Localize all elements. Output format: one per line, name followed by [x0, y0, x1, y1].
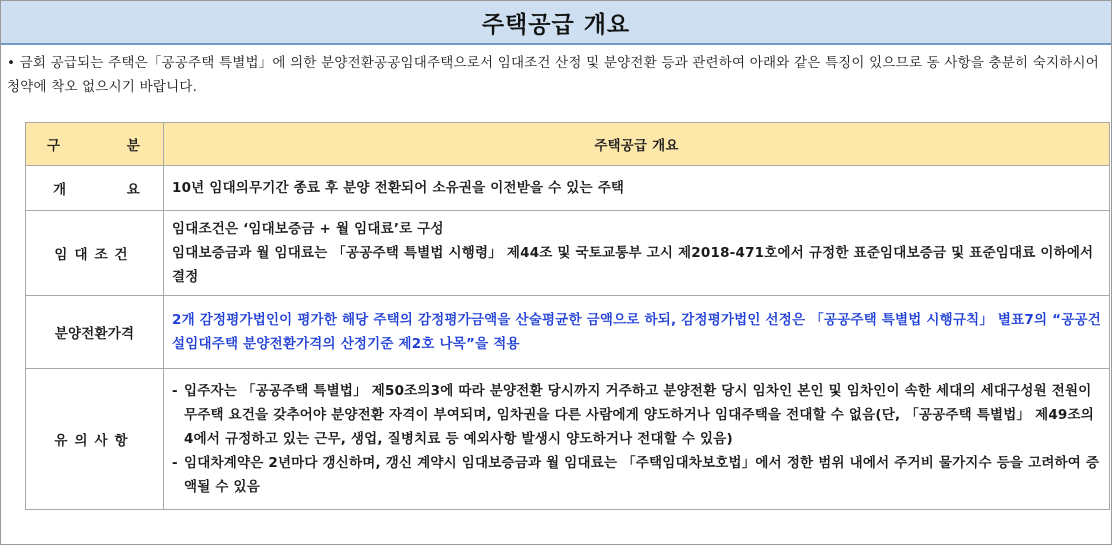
notes-label: 유의사항 — [54, 433, 135, 449]
note-item — [172, 379, 1101, 451]
intro-paragraph: • 금회 공급되는 주택은「공공주택 특별법」에 의한 분양전환공공임대주택으로서 임대조건 산정 및 분양전환 등과 관련하여 아래와 같은 특징이 있으므로 동 사항을 충분히 숙지하시어 청약에 착오 없으시기 바랍니다. — [7, 55, 1099, 95]
notes-content — [164, 369, 1110, 510]
overview-label-right: 요 — [126, 182, 140, 198]
dash-marker: - — [172, 383, 178, 399]
note-text-2: 임대차계약은 2년마다 갱신하며, 갱신 계약시 임대보증금과 월 임대료는 「주택임대차보호법」에서 정한 범위 내에서 주거비 물가지수 등을 고려하여 증액될 수 있음 — [184, 455, 1100, 495]
row-label-price: 분양전환가격 — [26, 296, 164, 369]
note-item — [172, 451, 1101, 499]
row-label-overview — [26, 166, 164, 211]
overview-content: 10년 임대의무기간 종료 후 분양 전환되어 소유권을 이전받을 수 있는 주택 — [164, 166, 1110, 211]
conditions-line-1: 임대조건은 ‘임대보증금 + 월 임대료’로 구성 — [172, 221, 444, 237]
header-category-left: 구 — [47, 138, 61, 154]
row-label-notes — [26, 369, 164, 510]
conditions-line-2: 임대보증금과 월 임대료는 「공공주택 특별법 시행령」 제44조 및 국토교통부 고시 제2018-471호에서 규정한 표준임대보증금 및 표준임대료 이하에서 결정 — [172, 245, 1094, 285]
table-row-notes — [26, 369, 1110, 510]
table-row-conditions — [26, 211, 1110, 296]
row-label-conditions — [26, 211, 164, 296]
price-content: 2개 감정평가법인이 평가한 해당 주택의 감정평가금액을 산술평균한 금액으로 하되, 감정평가법인 선정은 「공공주택 특별법 시행규칙」 별표7의 “공공건설임대주택 분양전환가격의 산정기준 제2호 나목”을 적용 — [164, 296, 1110, 369]
overview-label-left: 개 — [53, 182, 67, 198]
table-row-overview — [26, 166, 1110, 211]
page-title: 주택공급 개요 — [1, 1, 1111, 45]
conditions-label: 임대조건 — [54, 247, 135, 263]
header-category-right: 분 — [126, 138, 140, 154]
header-category-cell — [26, 123, 164, 166]
header-content-cell: 주택공급 개요 — [164, 123, 1110, 166]
housing-overview-table — [25, 122, 1110, 510]
note-text-1: 입주자는 「공공주택 특별법」 제50조의3에 따라 분양전환 당시까지 거주하고 분양전환 당시 임차인 본인 및 임차인이 속한 세대의 세대구성원 전원이 무주택 요건을 갖추어야 분양전환 자격이 부여되며, 임차권을 다른 사람에게 양도하거나 임대주택을 전대할 수 없음(단, 「공공주택 특별법」 제49조의4에서 규정하고 있는 근무, 생업, 질병치료 등 예외사항 발생시 양도하거나 전대할 수 있음) — [184, 383, 1094, 447]
dash-marker: - — [172, 455, 178, 471]
conditions-content — [164, 211, 1110, 296]
table-row-price — [26, 296, 1110, 369]
table-header-row — [26, 123, 1110, 166]
